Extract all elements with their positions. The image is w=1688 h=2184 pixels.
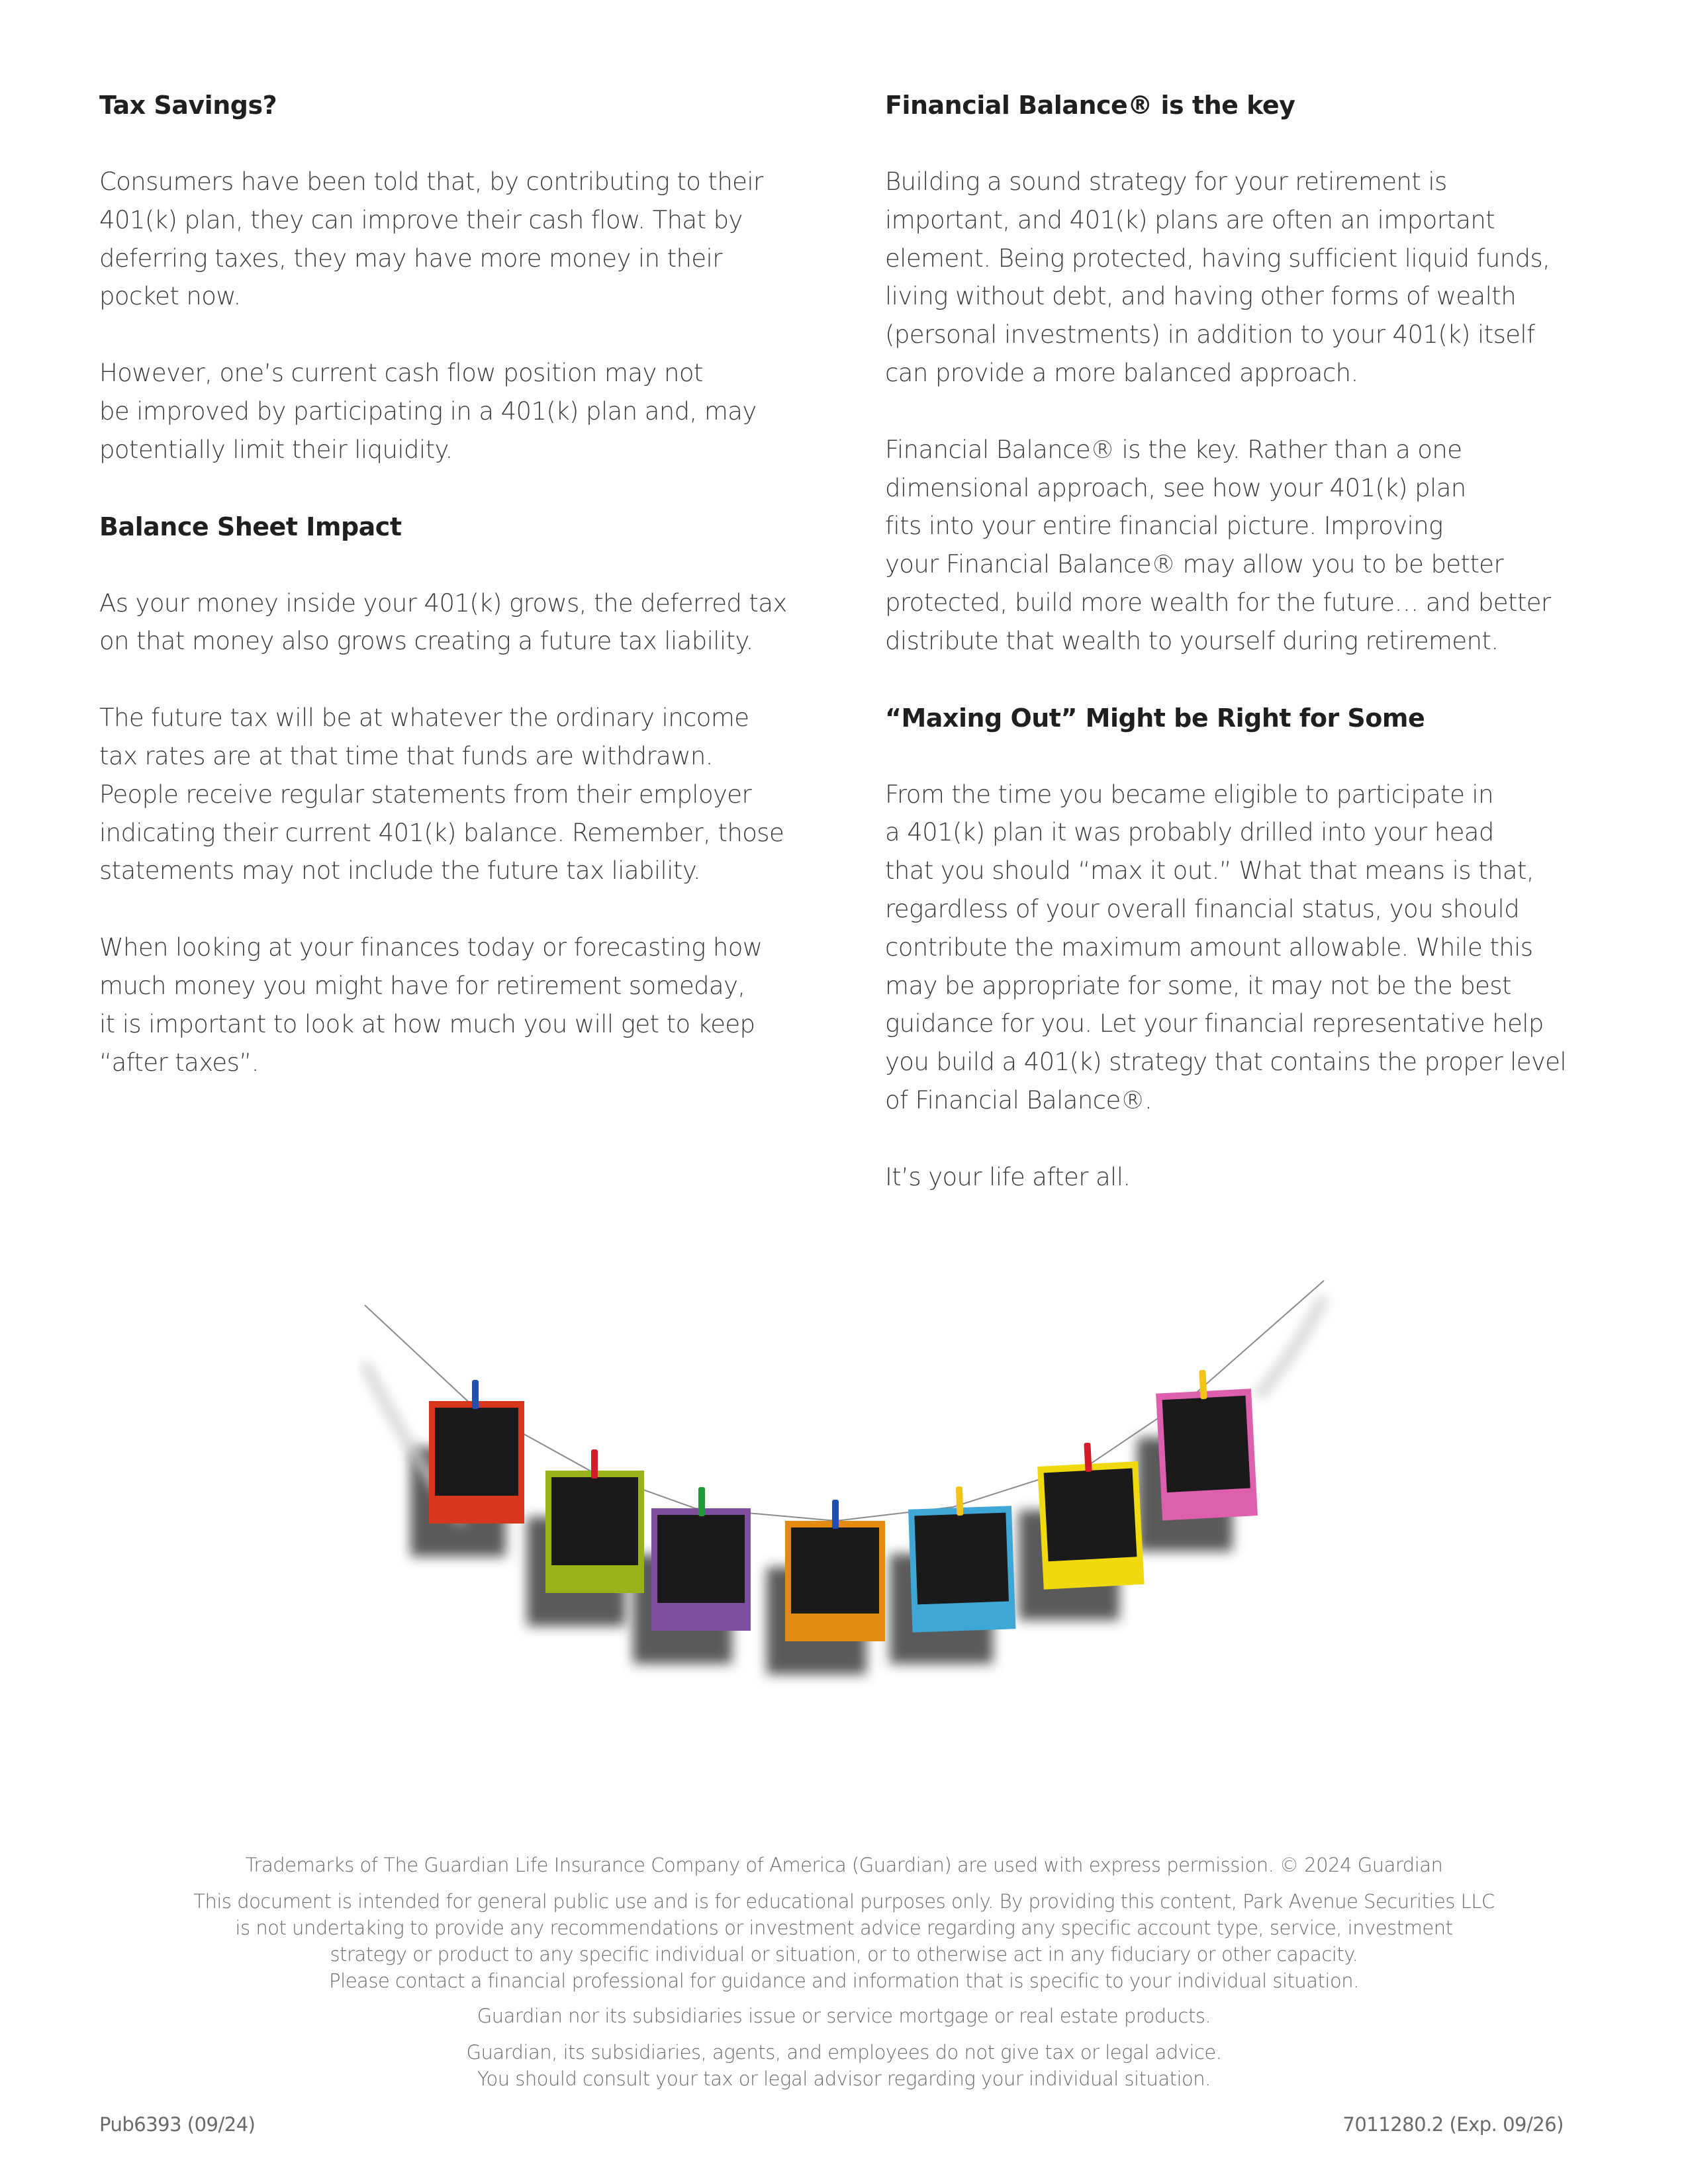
- clothespin-icon: [472, 1380, 479, 1409]
- clothespin-icon: [698, 1487, 705, 1516]
- trademark-notice: Trademarks of The Guardian Life Insurance Company of America (Guardian) are used with express permission. © 2024 Guardian: [245, 1854, 1443, 1876]
- text-line: statements may not include the future tax liability.: [99, 856, 701, 886]
- clothespin-icon: [591, 1449, 598, 1479]
- section-balance-sheet-impact: [99, 508, 814, 1082]
- tax-notice-line: Guardian, its subsidiaries, agents, and employees do not give tax or legal advice.: [466, 2041, 1222, 2064]
- paragraph: [99, 699, 814, 890]
- paragraph: [99, 929, 814, 1081]
- disclaimer-line: strategy or product to any specific individual or situation, or to otherwise act in any fiduciary or other capacity.: [330, 1943, 1358, 1966]
- paragraph: [885, 1158, 1607, 1197]
- photo-frame: [1154, 1367, 1258, 1520]
- text-line: your Financial Balance® may allow you to be better: [885, 550, 1504, 579]
- text-line: you build a 401(k) strategy that contains the proper level: [885, 1048, 1567, 1077]
- text-line: The future tax will be at whatever the ordinary income: [99, 704, 749, 733]
- text-line: element. Being protected, having sufficient liquid funds,: [885, 244, 1550, 273]
- left-column: [99, 86, 814, 1120]
- text-line: on that money also grows creating a future tax liability.: [99, 627, 753, 656]
- text-line: potentially limit their liquidity.: [99, 435, 453, 464]
- text-line: (personal investments) in addition to your 401(k) itself: [885, 320, 1535, 349]
- text-line: deferring taxes, they may have more money in their: [99, 244, 722, 273]
- text-line: protected, build more wealth for the future… and better: [885, 588, 1551, 617]
- text-line: From the time you became eligible to participate in: [885, 780, 1493, 809]
- mortgage-notice: Guardian nor its subsidiaries issue or service mortgage or real estate products.: [477, 2005, 1211, 2027]
- section-maxing-out: [885, 699, 1607, 1197]
- text-line: be improved by participating in a 401(k) plan and, may: [99, 396, 757, 426]
- right-column: [885, 86, 1607, 1235]
- text-line: indicating their current 401(k) balance. Remember, those: [99, 818, 784, 847]
- photo-frame: [545, 1449, 644, 1593]
- tax-notice-line: You should consult your tax or legal advisor regarding your individual situation.: [477, 2068, 1211, 2090]
- text-line: pocket now.: [99, 282, 241, 311]
- text-line: tax rates are at that time that funds are withdrawn.: [99, 741, 713, 770]
- text-line: 401(k) plan, they can improve their cash flow. That by: [99, 205, 743, 234]
- section-heading: Balance Sheet Impact: [99, 512, 402, 541]
- text-line: living without debt, and having other forms of wealth: [885, 282, 1517, 311]
- text-line: much money you might have for retirement someday,: [99, 971, 745, 1000]
- photo-frame: [651, 1487, 751, 1631]
- section-heading: “Maxing Out” Might be Right for Some: [885, 703, 1425, 733]
- text-line: important, and 401(k) plans are often an important: [885, 205, 1495, 234]
- publication-number: Pub6393 (09/24): [99, 2113, 256, 2136]
- text-line: can provide a more balanced approach.: [885, 358, 1358, 387]
- footer-trademark: [0, 1852, 1688, 1878]
- string-shadow: [1258, 1297, 1324, 1396]
- paragraph: [885, 431, 1607, 660]
- text-line: regardless of your overall financial status, you should: [885, 894, 1520, 923]
- section-heading: Tax Savings?: [99, 91, 277, 120]
- text-line: distribute that wealth to yourself during retirement.: [885, 626, 1499, 655]
- footer-mortgage: [0, 2003, 1688, 2029]
- disclaimer-line: is not undertaking to provide any recommendations or investment advice regarding any specific account type, service, investment: [235, 1917, 1453, 1939]
- photo-frame: [785, 1500, 885, 1641]
- photo-frame: [1036, 1440, 1144, 1590]
- text-line: it is important to look at how much you will get to keep: [99, 1009, 755, 1038]
- text-line: “after taxes”.: [99, 1048, 259, 1077]
- clothespin-icon: [956, 1486, 964, 1516]
- paragraph: [99, 584, 814, 661]
- document-number: 7011280.2 (Exp. 09/26): [1342, 2113, 1564, 2136]
- text-line: As your money inside your 401(k) grows, the deferred tax: [99, 588, 787, 617]
- hanging-photos-illustration: [357, 1257, 1337, 1707]
- paragraph: [99, 354, 814, 469]
- paragraph: [99, 163, 814, 316]
- text-line: contribute the maximum amount allowable. While this: [885, 933, 1533, 962]
- text-line: dimensional approach, see how your 401(k) plan: [885, 473, 1466, 502]
- text-line: However, one’s current cash flow position may not: [99, 359, 703, 388]
- text-line: guidance for you. Let your financial representative help: [885, 1009, 1544, 1038]
- clothespin-icon: [832, 1500, 839, 1529]
- paragraph: [885, 163, 1607, 392]
- text-line: When looking at your finances today or forecasting how: [99, 933, 763, 962]
- footer-disclaimer: [0, 1888, 1688, 1994]
- blank-photo: [1162, 1396, 1250, 1492]
- text-line: Building a sound strategy for your retirement is: [885, 167, 1447, 196]
- text-line: a 401(k) plan it was probably drilled into your head: [885, 818, 1494, 847]
- photo-frame: [429, 1380, 524, 1524]
- paragraph: [885, 776, 1607, 1120]
- section-heading: Financial Balance® is the key: [885, 91, 1295, 120]
- blank-photo: [914, 1513, 1009, 1605]
- section-tax-savings: [99, 86, 814, 469]
- text-line: fits into your entire financial picture. Improving: [885, 512, 1443, 541]
- text-line: Financial Balance® is the key. Rather than a one: [885, 435, 1462, 464]
- blank-photo: [551, 1477, 638, 1565]
- text-line: of Financial Balance®.: [885, 1085, 1152, 1115]
- blank-photo: [657, 1515, 745, 1603]
- closing-line: It’s your life after all.: [885, 1162, 1131, 1191]
- section-financial-balance: [885, 86, 1607, 660]
- text-line: may be appropriate for some, it may not be the best: [885, 971, 1511, 1000]
- text-line: that you should “max it out.” What that means is that,: [885, 856, 1534, 886]
- blank-photo: [435, 1408, 518, 1496]
- photo-frame: [908, 1484, 1016, 1632]
- blank-photo: [1044, 1468, 1137, 1561]
- disclaimer-line: Please contact a financial professional for guidance and information that is specific to your individual situation.: [329, 1970, 1359, 1992]
- disclaimer-line: This document is intended for general public use and is for educational purposes only. By providing this content, Park Avenue Securities LLC: [193, 1890, 1495, 1913]
- text-line: Consumers have been told that, by contributing to their: [99, 167, 763, 196]
- text-line: People receive regular statements from their employer: [99, 780, 752, 809]
- blank-photo: [791, 1527, 879, 1614]
- footer-tax: [0, 2039, 1688, 2092]
